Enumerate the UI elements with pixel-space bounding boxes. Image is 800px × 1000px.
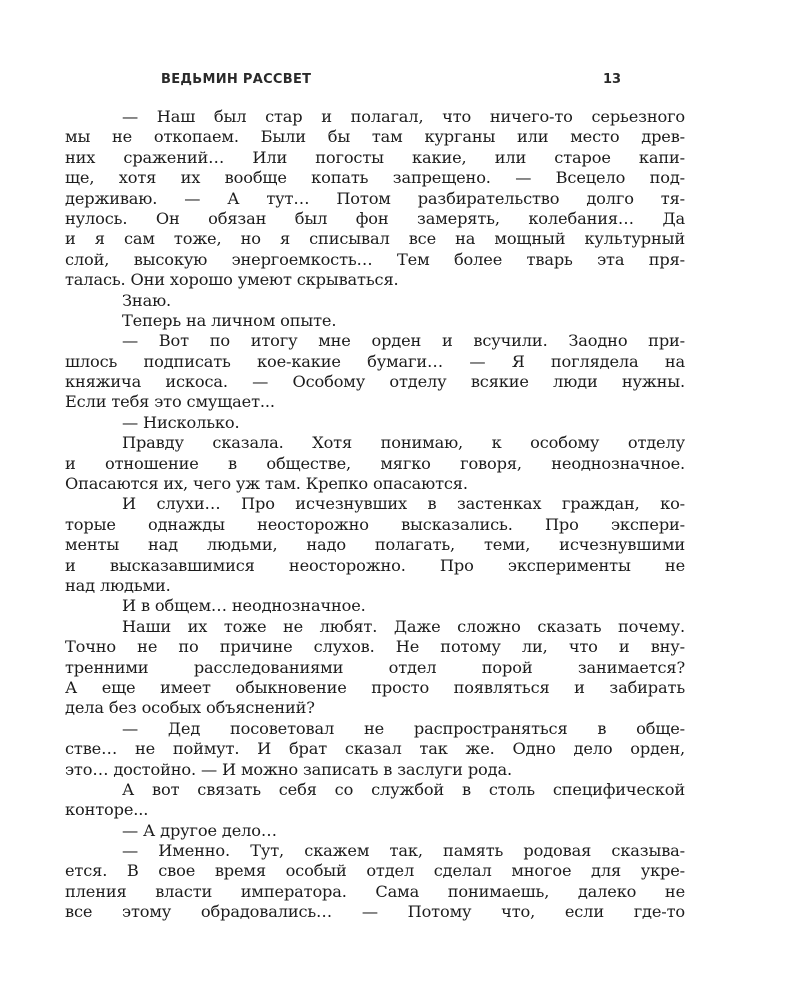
body-text: [65, 107, 685, 923]
text-line: над людьми.: [65, 575, 171, 595]
running-head-title: ВЕДЬМИН РАССВЕТ: [161, 72, 312, 87]
text-line: — А другое дело…: [122, 820, 277, 840]
text-line: тренними расследованиями отдел порой занимается?: [65, 657, 685, 677]
text-line: ется. В свое время особый отдел сделал многое для укре-: [65, 861, 685, 881]
text-line: И слухи… Про исчезнувших в застенках граждан, ко-: [122, 494, 685, 514]
text-line: слой, высокую энергоемкость… Тем более тварь эта пря-: [65, 249, 685, 269]
text-line: — Вот по итогу мне орден и всучили. Заодно при-: [122, 331, 685, 351]
text-line: Знаю.: [122, 290, 172, 310]
text-line: — Именно. Тут, скажем так, память родовая сказыва-: [122, 841, 685, 861]
text-line: торые однажды неосторожно высказались. Про экспери-: [65, 514, 685, 534]
text-line: княжича искоса. — Особому отделу всякие люди нужны.: [65, 372, 685, 392]
text-line: дела без особых объяснений?: [65, 698, 315, 718]
text-line: Если тебя это смущает...: [65, 392, 275, 412]
text-line: Точно не по причине слухов. Не потому ли, что и вну-: [65, 637, 685, 657]
text-line: — Нисколько.: [122, 412, 240, 432]
text-line: все этому обрадовались… — Потому что, если где-то: [65, 902, 685, 922]
text-line: А еще имеет обыкновение просто появляться и забирать: [65, 677, 685, 697]
text-line: и я сам тоже, но я списывал все на мощный культурный: [65, 229, 685, 249]
text-line: А вот связать себя со службой в столь специфической: [122, 779, 685, 799]
text-line: Правду сказала. Хотя понимаю, к особому отделу: [122, 433, 685, 453]
text-line: Опасаются их, чего уж там. Крепко опасаются.: [65, 474, 468, 494]
text-line: И в общем… неоднозначное.: [122, 596, 366, 616]
page-number: 13: [603, 72, 622, 87]
text-line: стве… не поймут. И брат сказал так же. Одно дело орден,: [65, 739, 685, 759]
text-line: пления власти императора. Сама понимаешь, далеко не: [65, 881, 685, 901]
text-line: мы не откопаем. Были бы там курганы или место древ-: [65, 127, 685, 147]
text-line: это… достойно. — И можно записать в заслуги рода.: [65, 759, 512, 779]
text-line: талась. Они хорошо умеют скрываться.: [65, 270, 399, 290]
text-line: шлось подписать кое-какие бумаги… — Я поглядела на: [65, 351, 685, 371]
text-line: — Наш был стар и полагал, что ничего-то серьезного: [122, 107, 685, 126]
text-line: Наши их тоже не любят. Даже сложно сказать почему.: [122, 616, 685, 636]
text-line: держиваю. — А тут… Потом разбирательство долго тя-: [65, 188, 685, 208]
text-line: нулось. Он обязан был фон замерять, колебания… Да: [65, 208, 685, 228]
text-line: и отношение в обществе, мягко говоря, неоднозначное.: [65, 453, 685, 473]
text-line: конторе...: [65, 800, 149, 820]
text-line: Теперь на личном опыте.: [122, 310, 337, 330]
text-line: — Дед посоветовал не распространяться в обще-: [122, 718, 685, 738]
text-line: них сражений… Или погосты какие, или старое капи-: [65, 147, 685, 167]
text-line: и высказавшимися неосторожно. Про эксперименты не: [65, 555, 685, 575]
text-line: ще, хотя их вообще копать запрещено. — Всецело под-: [65, 168, 685, 188]
text-line: менты над людьми, надо полагать, теми, исчезнувшими: [65, 535, 685, 555]
